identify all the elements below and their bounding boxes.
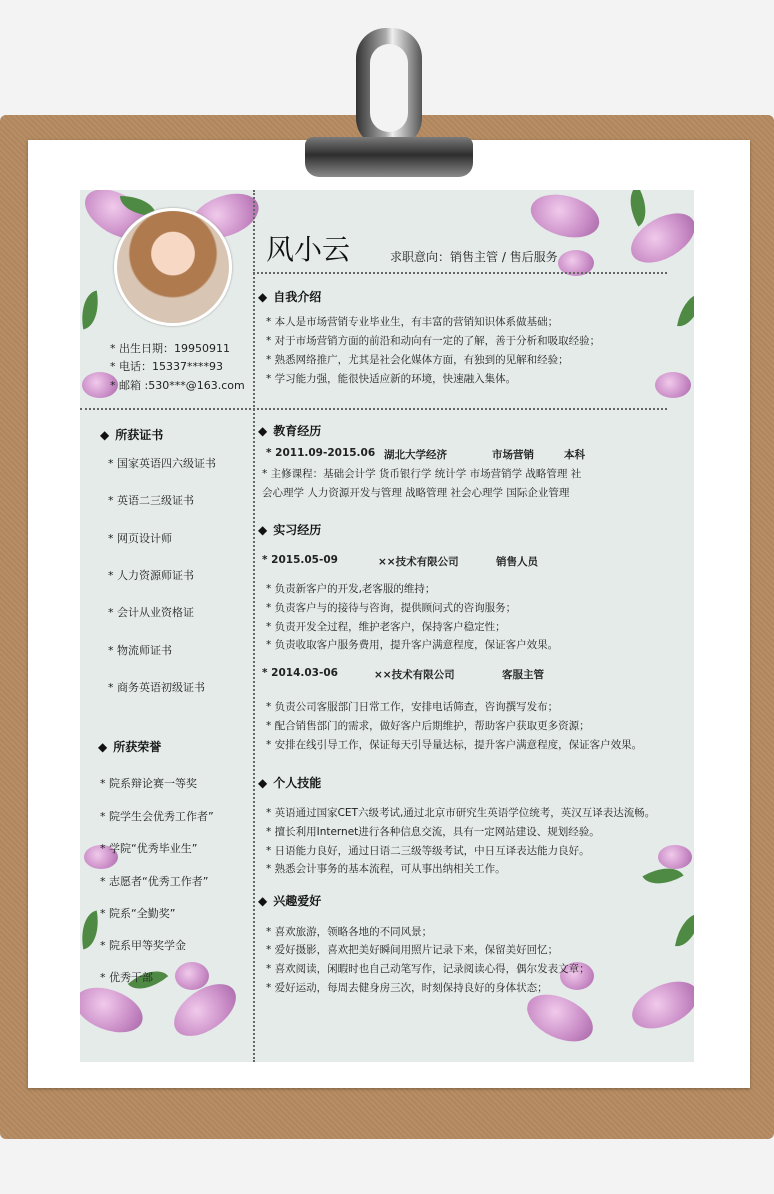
list-item: * 爱好摄影，喜欢把美好瞬间用照片记录下来，保留美好回忆； — [266, 942, 558, 957]
education-school: 湖北大学经济 — [384, 449, 447, 461]
list-item: * 院学生会优秀工作者” — [100, 808, 214, 824]
flower-decoration — [175, 962, 209, 990]
leaf-decoration — [80, 291, 103, 330]
contact-phone: * 电话：15337****93 — [110, 360, 223, 373]
list-item: * 院系甲等奖学金 — [100, 937, 186, 953]
job-company: ××技术有限公司 — [378, 556, 459, 568]
binder-clip — [305, 137, 473, 177]
list-item: * 负责收取客户服务费用，提升客户满意程度，保证客户效果。 — [266, 637, 558, 652]
education-courses: * 主修课程：基础会计学 货币银行学 统计学 市场营销学 战略管理 社 — [262, 468, 582, 480]
list-item: * 配合销售部门的需求，做好客户后期维护，帮助客户获取更多资源； — [266, 718, 590, 733]
list-item: * 负责新客户的开发,老客服的维持； — [266, 581, 435, 596]
list-item: * 安排在线引导工作，保证每天引导量达标，提升客户满意程度，保证客户效果。 — [266, 737, 642, 752]
flower-decoration — [526, 190, 604, 244]
list-item: * 国家英语四六级证书 — [108, 455, 216, 471]
education-period: * 2011.09-2015.06 — [266, 447, 376, 459]
list-item: * 日语能力良好，通过日语二三级等级考试，中日互译表达能力良好。 — [266, 843, 590, 858]
section-divider — [80, 408, 667, 410]
skills-title: ◆ 个人技能 — [258, 774, 321, 791]
job-role: 客服主管 — [502, 669, 544, 681]
avatar — [114, 208, 232, 326]
list-item: * 院系“全勤奖” — [100, 905, 175, 921]
flower-decoration — [655, 372, 691, 398]
list-item: * 网页设计师 — [108, 530, 172, 546]
list-item: * 会计从业资格证 — [108, 604, 194, 620]
list-item: * 负责公司客服部门日常工作，安排电话筛查，咨询撰写发布； — [266, 699, 558, 714]
list-item: * 院系辩论赛一等奖 — [100, 775, 197, 791]
list-item: * 本人是市场营销专业毕业生，有丰富的营销知识体系做基础； — [266, 314, 558, 329]
list-item: * 熟悉网络推广，尤其是社会化媒体方面，有独到的见解和经验； — [266, 352, 569, 367]
list-item: * 喜欢阅读，闲暇时也自己动笔写作，记录阅读心得，偶尔发表文章； — [266, 961, 590, 976]
flower-decoration — [625, 972, 694, 1038]
education-major: 市场营销 — [492, 449, 534, 461]
list-item: * 爱好运动，每周去健身房三次，时刻保持良好的身体状态； — [266, 980, 548, 995]
flower-decoration — [658, 845, 692, 869]
list-item: * 熟悉会计事务的基本流程，可从事出纳相关工作。 — [266, 861, 506, 876]
honors-title: ◆ 所获荣誉 — [98, 738, 161, 755]
list-item: * 英语通过国家CET六级考试,通过北京市研究生英语学位统考，英汉互译表达流畅。 — [266, 805, 655, 820]
list-item: * 志愿者“优秀工作者” — [100, 873, 208, 889]
list-item: * 负责客户与的接待与咨询，提供顾问式的咨询服务； — [266, 600, 516, 615]
list-item: * 学院“优秀毕业生” — [100, 840, 197, 856]
work-title: ◆ 实习经历 — [258, 521, 321, 538]
hobbies-title: ◆ 兴趣爱好 — [258, 892, 321, 909]
list-item: * 擅长利用Internet进行各种信息交流，具有一定网站建设、规划经验。 — [266, 824, 600, 839]
list-item: * 人力资源师证书 — [108, 567, 194, 583]
list-item: * 商务英语初级证书 — [108, 679, 205, 695]
job-period: * 2015.05-09 — [262, 554, 338, 566]
contact-email: * 邮箱 :530***@163.com — [110, 379, 245, 392]
resume-page — [80, 190, 694, 1062]
job-intent: 求职意向：销售主管 / 售后服务 — [390, 250, 558, 264]
job-period: * 2014.03-06 — [262, 667, 338, 679]
education-degree: 本科 — [564, 449, 585, 461]
list-item: * 优秀干部 — [100, 969, 153, 985]
leaf-decoration — [675, 911, 694, 950]
job-role: 销售人员 — [496, 556, 538, 568]
contact-birthdate: * 出生日期：19950911 — [110, 342, 230, 355]
list-item: * 物流师证书 — [108, 642, 172, 658]
education-courses: 会心理学 人力资源开发与管理 战略管理 社会心理学 国际企业管理 — [262, 487, 570, 499]
job-company: ××技术有限公司 — [374, 669, 455, 681]
list-item: * 负责开发全过程，维护老客户，保持客户稳定性； — [266, 619, 506, 634]
certs-title: ◆ 所获证书 — [100, 426, 163, 443]
clip-ring-hole — [370, 44, 408, 132]
page-title: 风小云 — [266, 233, 351, 266]
header-divider — [253, 272, 667, 274]
list-item: * 英语二三级证书 — [108, 492, 194, 508]
list-item: * 对于市场营销方面的前沿和动向有一定的了解，善于分析和吸取经验； — [266, 333, 600, 348]
list-item: * 喜欢旅游，领略各地的不同风景； — [266, 924, 432, 939]
leaf-decoration — [677, 291, 694, 330]
education-title: ◆ 教育经历 — [258, 422, 321, 439]
intro-title: ◆ 自我介绍 — [258, 288, 321, 305]
list-item: * 学习能力强，能很快适应新的环境，快速融入集体。 — [266, 371, 516, 386]
column-divider — [253, 190, 255, 1062]
